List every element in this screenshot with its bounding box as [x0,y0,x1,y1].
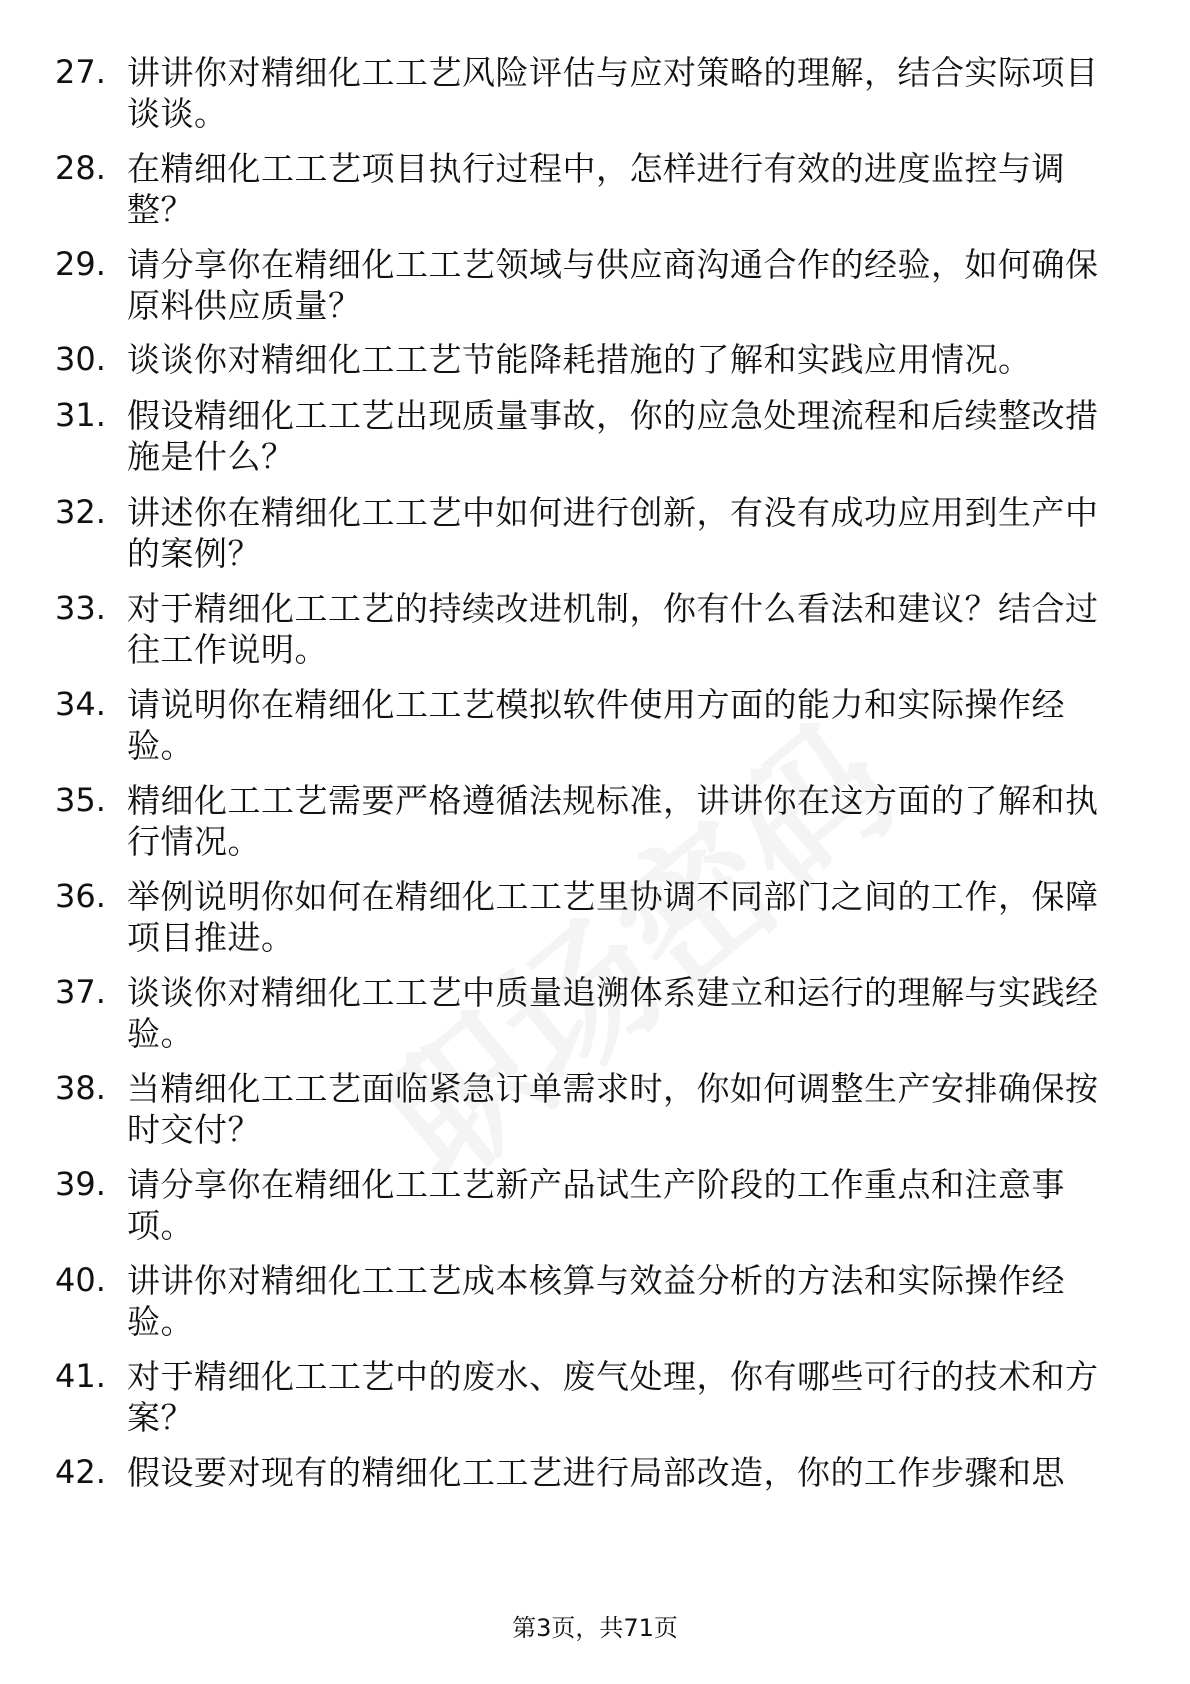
question-number: 31. [55,396,106,434]
question-number: 37. [55,973,106,1011]
question-item-27 [0,52,1190,156]
question-number: 33. [55,589,106,627]
question-number: 40. [55,1261,106,1299]
question-text: 在精细化工工艺项目执行过程中，怎样进行有效的进度监控与调整？ [127,149,1065,229]
question-item-40 [0,1260,1190,1364]
question-text: 当精细化工工艺面临紧急订单需求时，你如何调整生产安排确保按时交付？ [127,1069,1099,1149]
question-text: 谈谈你对精细化工工艺节能降耗措施的了解和实践应用情况。 [127,340,1032,379]
question-text: 讲讲你对精细化工工艺风险评估与应对策略的理解，结合实际项目谈谈。 [127,53,1099,133]
question-item-33 [0,588,1190,692]
question-item-36 [0,876,1190,980]
question-text: 讲讲你对精细化工工艺成本核算与效益分析的方法和实际操作经验。 [127,1261,1065,1341]
question-text: 谈谈你对精细化工工艺中质量追溯体系建立和运行的理解与实践经验。 [127,973,1099,1053]
page-number-footer: 第3页，共71页 [512,1614,678,1642]
question-number: 38. [55,1069,106,1107]
question-text: 请说明你在精细化工工艺模拟软件使用方面的能力和实际操作经验。 [127,685,1065,765]
question-number: 39. [55,1165,106,1203]
question-number: 35. [55,781,106,819]
question-item-34 [0,684,1190,788]
question-number: 36. [55,877,106,915]
question-text: 讲述你在精细化工工艺中如何进行创新，有没有成功应用到生产中的案例？ [127,493,1099,573]
question-number: 32. [55,493,106,531]
question-item-42 [0,1452,1190,1556]
question-number: 27. [55,53,106,91]
question-number: 29. [55,245,106,283]
question-number: 34. [55,685,106,723]
question-text: 假设要对现有的精细化工工艺进行局部改造，你的工作步骤和思 [127,1453,1065,1492]
question-number: 28. [55,149,106,187]
question-item-29 [0,244,1190,348]
question-item-41 [0,1356,1190,1460]
question-number: 42. [55,1453,106,1491]
question-number: 41. [55,1357,106,1395]
question-text: 请分享你在精细化工工艺新产品试生产阶段的工作重点和注意事项。 [127,1165,1065,1245]
question-text: 举例说明你如何在精细化工工艺里协调不同部门之间的工作，保障项目推进。 [127,877,1099,957]
question-item-32 [0,492,1190,596]
question-text: 对于精细化工工艺的持续改进机制，你有什么看法和建议？结合过往工作说明。 [127,589,1099,669]
question-item-39 [0,1164,1190,1268]
question-item-31 [0,395,1190,499]
question-item-35 [0,780,1190,884]
question-item-28 [0,148,1190,252]
question-item-38 [0,1068,1190,1172]
question-text: 精细化工工艺需要严格遵循法规标准，讲讲你在这方面的了解和执行情况。 [127,781,1099,861]
question-text: 请分享你在精细化工工艺领域与供应商沟通合作的经验，如何确保原料供应质量？ [127,245,1099,325]
question-text: 假设精细化工工艺出现质量事故，你的应急处理流程和后续整改措施是什么？ [127,396,1099,476]
question-item-37 [0,972,1190,1076]
question-number: 30. [55,340,106,378]
question-text: 对于精细化工工艺中的废水、废气处理，你有哪些可行的技术和方案？ [127,1357,1099,1437]
